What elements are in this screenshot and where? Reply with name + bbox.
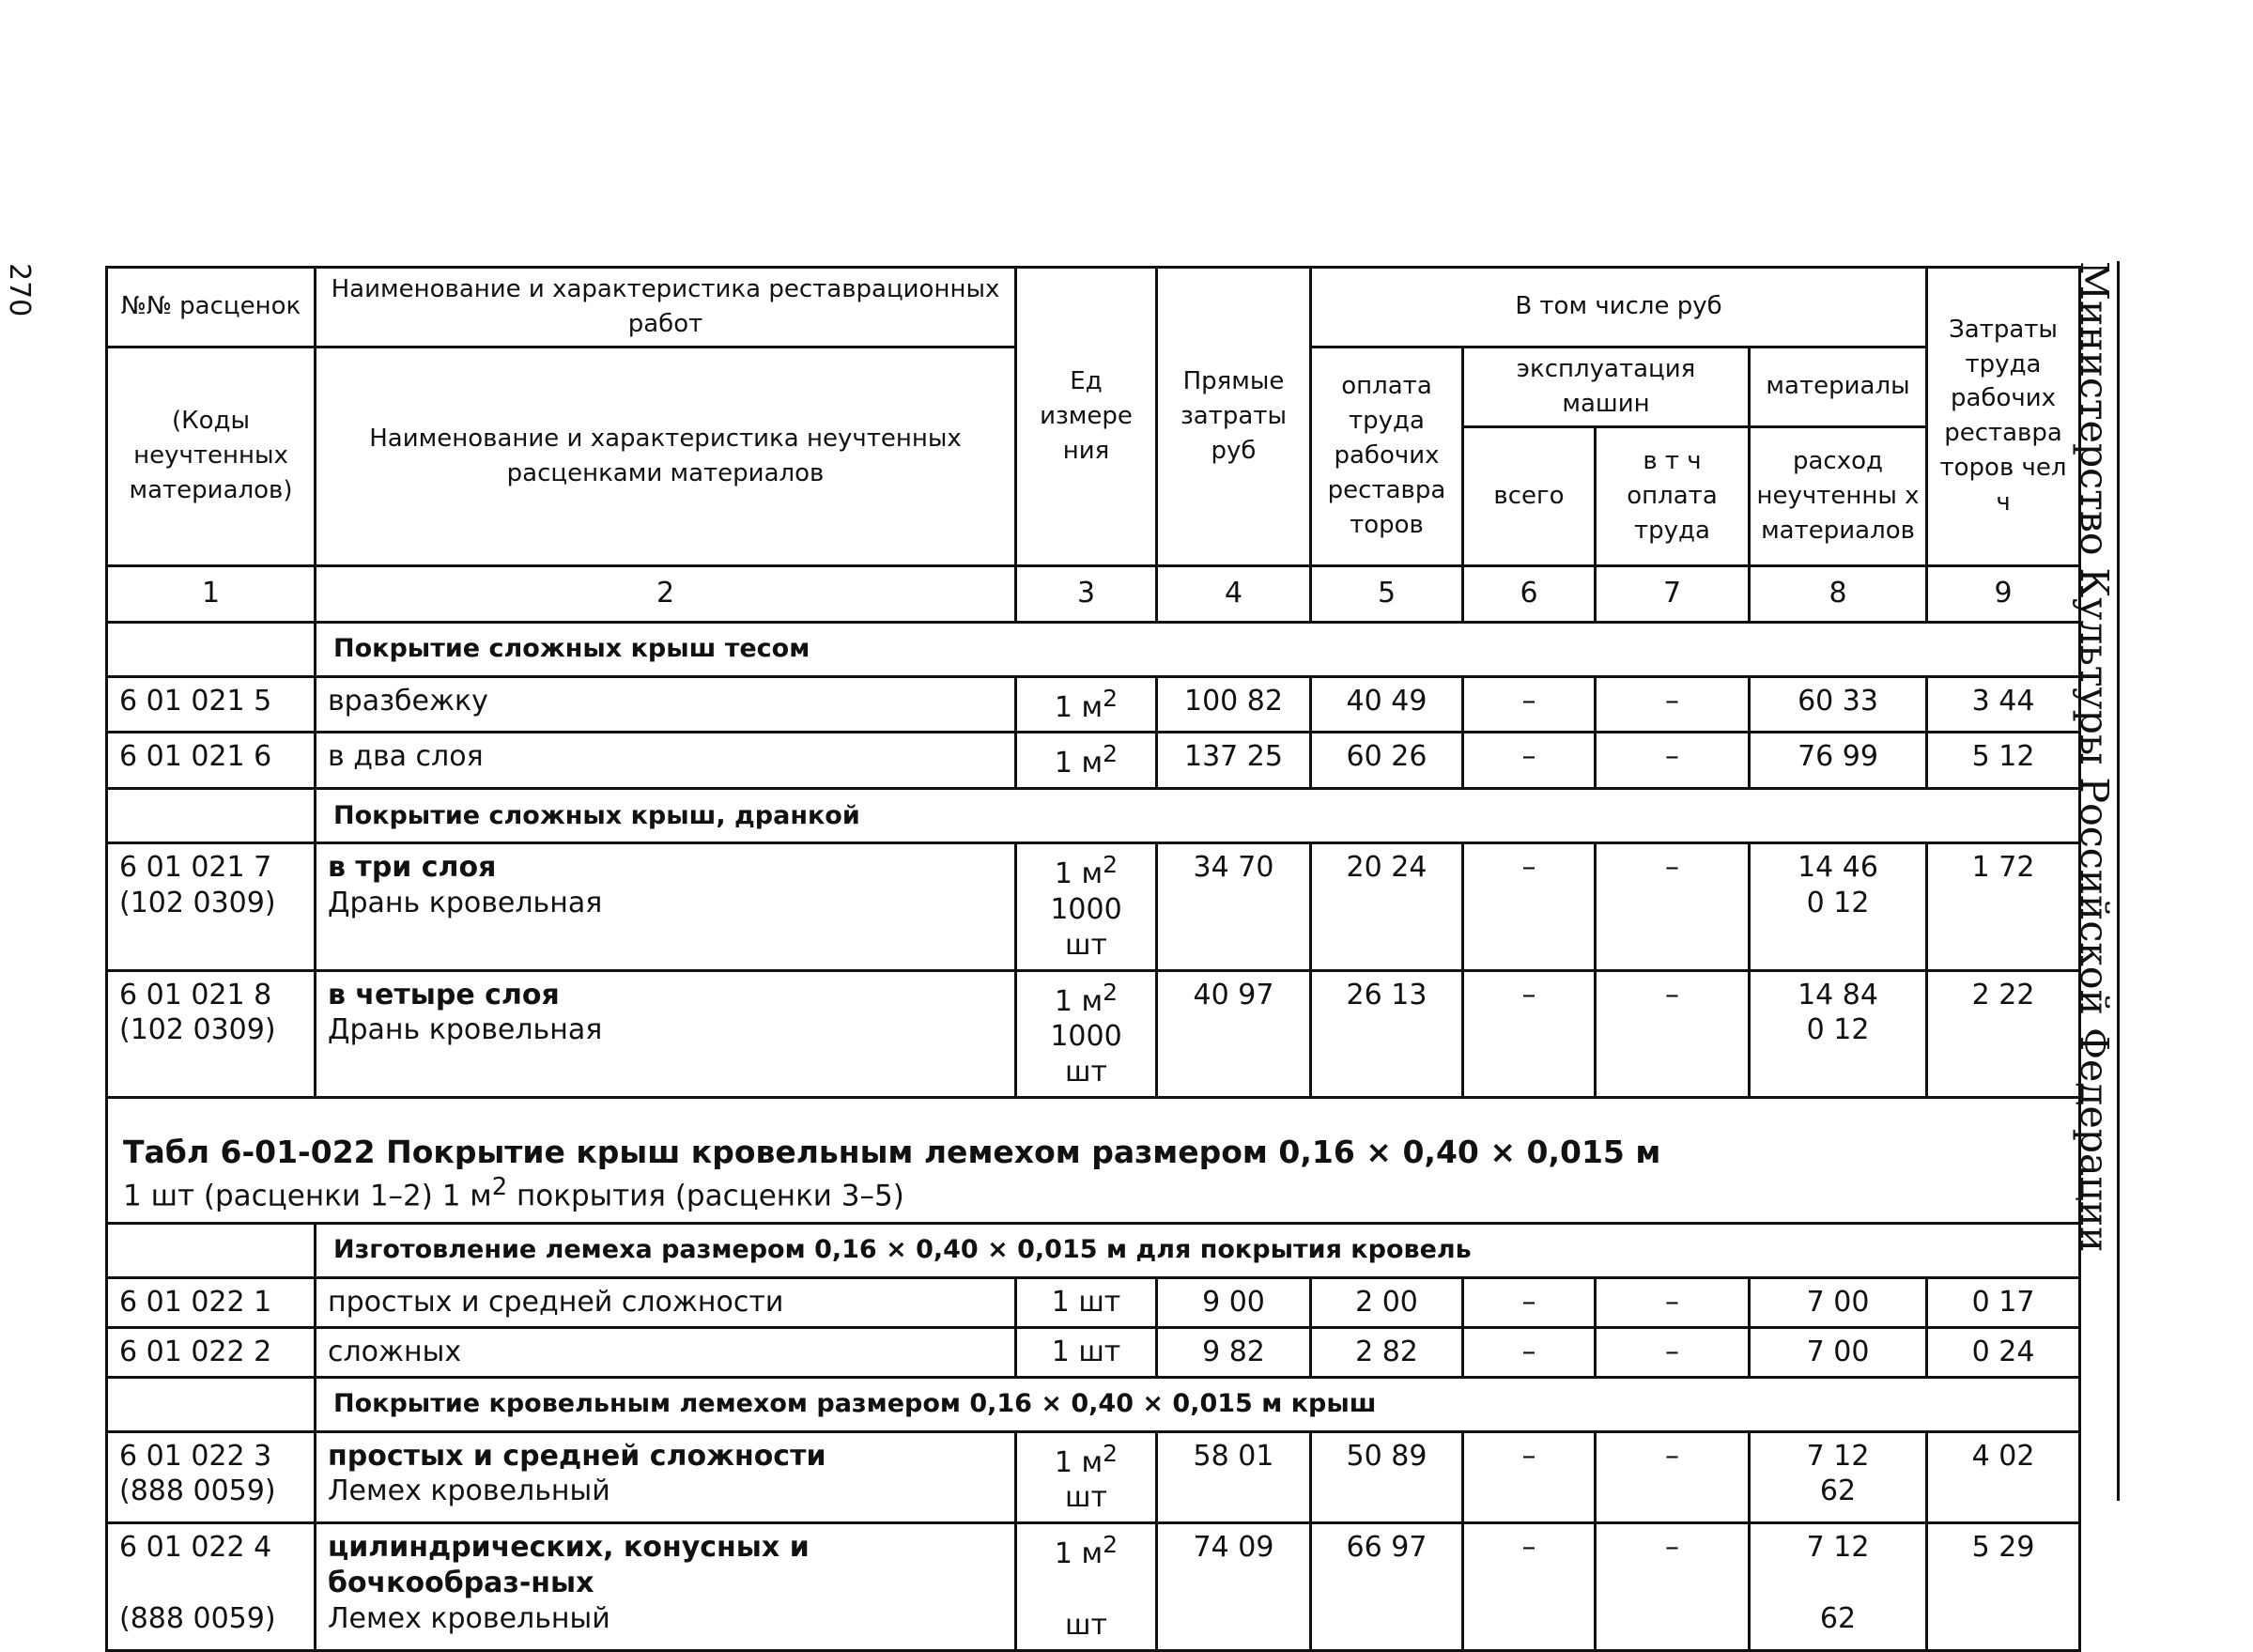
labor-hours: 3 44 [1927,676,2080,733]
machines-total: – [1463,843,1596,970]
labor-pay: 2 00 [1311,1277,1463,1327]
header-unit: Ед измере ния [1016,268,1157,566]
machines-total: – [1463,1523,1596,1651]
machines-labor: – [1596,676,1750,733]
unit: 1 шт [1016,1277,1157,1327]
labor-hours: 1 72 [1927,843,2080,970]
materials: 7 12 62 [1750,1431,1927,1523]
table-title-line-2: 1 шт (расценки 1–2) 1 $м^2$ покрытия (расценки 3–5) [123,1172,904,1212]
rate-code: 6 01 021 6 [107,733,316,789]
unit: 1 шт [1016,1327,1157,1377]
materials: 14 46 0 12 [1750,843,1927,970]
machines-total: – [1463,1277,1596,1327]
unit: 1 $м^2$ [1016,733,1157,789]
unit: 1 $м^2$ шт [1016,1431,1157,1523]
column-number: 5 [1311,565,1463,622]
header-unaccounted-materials: расход неучтенны х материалов [1750,426,1927,565]
work-name: в четыре слоя Дрань кровельная [316,970,1016,1097]
labor-hours: 5 29 [1927,1523,2080,1651]
unit: 1 $м^2$ [1016,676,1157,733]
header-direct-costs: Прямые затраты руб [1157,268,1311,566]
column-number: 2 [316,565,1016,622]
table-row [107,970,2080,1097]
column-number: 4 [1157,565,1311,622]
labor-hours: 0 24 [1927,1327,2080,1377]
header-work-name: Наименование и характеристика реставрационных работ [316,268,1016,347]
section-row [107,622,2080,676]
section-empty-cell [107,789,316,843]
header-material-codes: (Коды неучтенных материалов) [107,347,316,565]
machines-labor: – [1596,1327,1750,1377]
table-title-line-1: Табл 6-01-022 Покрытие крыш кровельным лемехом размером 0,16 × 0,40 × 0,015 м [123,1134,1661,1170]
table-title-row [107,1098,2080,1224]
labor-hours: 5 12 [1927,733,2080,789]
work-name: простых и средней сложности Лемех кровельный [316,1431,1016,1523]
work-name: простых и средней сложности [316,1277,1016,1327]
header-material-name: Наименование и характеристика неучтенных расценками материалов [316,347,1016,565]
machines-labor: – [1596,1523,1750,1651]
labor-hours: 2 22 [1927,970,2080,1097]
materials: 7 00 [1750,1277,1927,1327]
materials: 7 00 [1750,1327,1927,1377]
column-number: 7 [1596,565,1750,622]
table-row [107,1523,2080,1651]
rate-code: 6 01 022 2 [107,1327,316,1377]
labor-pay: 66 97 [1311,1523,1463,1651]
table-row [107,843,2080,970]
header-rate-numbers: №№ расценок [107,268,316,347]
column-number: 8 [1750,565,1927,622]
materials: 14 84 0 12 [1750,970,1927,1097]
section-heading: Покрытие сложных крыш тесом [316,622,2080,676]
ministry-title: Министерство Культуры Российской Федерации [2072,261,2117,1253]
header-materials: материалы [1750,347,1927,426]
direct-costs: 40 97 [1157,970,1311,1097]
materials: 60 33 [1750,676,1927,733]
direct-costs: 74 09 [1157,1523,1311,1651]
section-empty-cell [107,622,316,676]
direct-costs: 9 00 [1157,1277,1311,1327]
side-running-header [2072,261,2120,1501]
materials: 76 99 [1750,733,1927,789]
machines-labor: – [1596,843,1750,970]
direct-costs: 58 01 [1157,1431,1311,1523]
table-row [107,1327,2080,1377]
direct-costs: 100 82 [1157,676,1311,733]
work-name: в три слоя Дрань кровельная [316,843,1016,970]
rates-table [105,266,2081,1652]
work-name: вразбежку [316,676,1016,733]
direct-costs: 34 70 [1157,843,1311,970]
work-name: цилиндрических, конусных и бочкообраз-ных Лемех кровельный [316,1523,1016,1651]
rate-code: 6 01 021 8 (102 0309) [107,970,316,1097]
header-machines-labor: в т ч оплата труда [1596,426,1750,565]
direct-costs: 9 82 [1157,1327,1311,1377]
column-number: 1 [107,565,316,622]
section-heading: Покрытие кровельным лемехом размером 0,16 × 0,40 × 0,015 м крыш [316,1377,2080,1431]
table-row [107,733,2080,789]
column-number: 3 [1016,565,1157,622]
machines-labor: – [1596,970,1750,1097]
labor-pay: 20 24 [1311,843,1463,970]
column-number: 6 [1463,565,1596,622]
header-labor-hours: Затраты труда рабочих реставра торов чел ч [1927,268,2080,566]
machines-total: – [1463,970,1596,1097]
rate-code: 6 01 022 3 (888 0059) [107,1431,316,1523]
section-row [107,1223,2080,1277]
direct-costs: 137 25 [1157,733,1311,789]
labor-pay: 50 89 [1311,1431,1463,1523]
unit: 1 $м^2$ 1000 шт [1016,970,1157,1097]
labor-pay: 26 13 [1311,970,1463,1097]
page-number: 270 [3,263,36,317]
unit: 1 $м^2$ шт [1016,1523,1157,1651]
rate-code: 6 01 021 7 (102 0309) [107,843,316,970]
table-row [107,676,2080,733]
table-row [107,1431,2080,1523]
header-machines-total: всего [1463,426,1596,565]
section-row [107,789,2080,843]
table-row [107,1277,2080,1327]
header-machine-operation: эксплуатация машин [1463,347,1750,426]
machines-total: – [1463,1327,1596,1377]
machines-total: – [1463,733,1596,789]
materials: 7 12 62 [1750,1523,1927,1651]
rate-code: 6 01 022 1 [107,1277,316,1327]
section-empty-cell [107,1377,316,1431]
column-numbers-row [107,565,2080,622]
machines-total: – [1463,676,1596,733]
labor-hours: 0 17 [1927,1277,2080,1327]
machines-total: – [1463,1431,1596,1523]
machines-labor: – [1596,1277,1750,1327]
rate-code: 6 01 021 5 [107,676,316,733]
section-empty-cell [107,1223,316,1277]
work-name: в два слоя [316,733,1016,789]
table-title [107,1098,2080,1224]
rate-code: 6 01 022 4 (888 0059) [107,1523,316,1651]
unit: 1 $м^2$ 1000 шт [1016,843,1157,970]
machines-labor: – [1596,1431,1750,1523]
labor-hours: 4 02 [1927,1431,2080,1523]
header-labor-pay: оплата труда рабочих реставра торов [1311,347,1463,565]
header-including-rub: В том числе руб [1311,268,1927,347]
machines-labor: – [1596,733,1750,789]
labor-pay: 60 26 [1311,733,1463,789]
section-heading: Покрытие сложных крыш, дранкой [316,789,2080,843]
labor-pay: 40 49 [1311,676,1463,733]
section-row [107,1377,2080,1431]
column-number: 9 [1927,565,2080,622]
section-heading: Изготовление лемеха размером 0,16 × 0,40 × 0,015 м для покрытия кровель [316,1223,2080,1277]
labor-pay: 2 82 [1311,1327,1463,1377]
work-name: сложных [316,1327,1016,1377]
header-row-1 [107,268,2080,347]
